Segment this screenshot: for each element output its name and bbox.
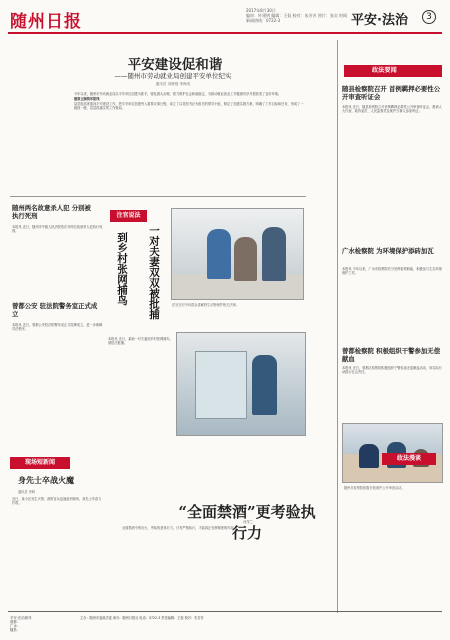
lead-subtitle: ——随州市劳动就业局创建平安单位纪实	[114, 72, 232, 80]
lead-title: 平安建设促和谐	[127, 57, 223, 73]
right-article-headline-1	[342, 85, 443, 101]
left-article-headline-2	[12, 302, 102, 318]
footer-line: 平安·法治周刊	[10, 616, 32, 620]
left-article-body-1: 本报讯 近日，随州市中级人民法院依法对两名故意杀人犯执行死刑。	[12, 225, 103, 233]
story-byline: 通讯员 李明	[18, 490, 35, 494]
story-body: 近日，某小区发生火情，消防官兵迅速赶到现场，身先士卒奋力扑救。	[12, 497, 102, 505]
right-article-headline-2-text: 广水检察院 为环境保护添砖加瓦	[342, 247, 434, 255]
footer-line: 随县：	[10, 628, 21, 632]
right-article-headline-2	[342, 247, 443, 255]
lead-byline: 通讯员 刘维强 李海英	[155, 82, 191, 86]
feature-photo	[171, 208, 304, 300]
feature-photo-2	[176, 332, 306, 436]
left-article-headline-2-text: 曾都公安 驻法院警务室正式成立	[12, 302, 98, 318]
feature-photo-caption: 法官在村中向群众讲解野生动物保护相关法律。	[172, 303, 239, 307]
left-article-headline-1	[12, 204, 92, 220]
lead-body	[74, 92, 306, 195]
footer-left	[10, 616, 76, 632]
right-article-headline-3-text: 曾都检察院 积极组织干警参加无偿献血	[342, 347, 441, 363]
footer-right: 主办：随州市委政法委 承办：随州日报社 电话：0722-3 责任编辑：王侃 校对：朱芳芳	[80, 616, 204, 620]
lead-divider	[10, 196, 306, 197]
meta-line: 新闻热线：0722-3	[246, 18, 281, 23]
section-title: 平安·法治	[351, 13, 408, 28]
meta-line: 编审：叶建明 编辑：王侃 校对：朱芳芳 图片：张贞 时间	[246, 13, 348, 18]
right-column-caption: 随州市检察院积极开展案件公开审查活动。	[344, 486, 405, 490]
meta-line: 2017年8月30日	[246, 8, 276, 13]
feature-body: 本报讯 近日，某地一对夫妻到乡村张网捕鸟，被依法批捕。	[108, 337, 173, 345]
page-number: 3	[422, 10, 436, 24]
footer	[8, 611, 442, 633]
right-article-body-1: 本报讯 近日，随县检察院召开首例羁押必要性公开审查听证会，邀请人大代表、政协委员、人民监督员及案件当事人参加听证。	[342, 105, 442, 113]
opinion-body: 全面禁酒令的出台，考验的是执行力。只有严格执行，才能真正发挥制度的作用。	[122, 526, 237, 530]
feature-title-line-2: 到乡村张网捕鸟	[116, 232, 128, 306]
feature-tag: 注官说法	[110, 210, 147, 222]
right-article-body-3: 本报讯 近日，曾都区检察院积极组织干警参加无偿献血活动，用实际行动践行社会责任。	[342, 366, 442, 374]
left-article-headline-1-text: 随州两名故意杀人犯 分别被执行死刑	[12, 204, 91, 220]
left-article-body-2: 本报讯 近日，曾都公安驻法院警务室正式挂牌成立，进一步保障司法秩序。	[12, 323, 103, 331]
footer-line: 广水：	[10, 624, 21, 628]
masthead	[8, 4, 442, 34]
right-article-body-2: 本报讯 今年以来，广水市检察院充分发挥检察职能，积极参与生态环境保护工作。	[342, 267, 442, 275]
lead-paragraph: 建章立制筑牢防线	[74, 97, 100, 101]
opinion-title: “全面禁酒”更考验执行力	[178, 503, 316, 542]
newspaper-logo: 随州日报	[10, 12, 82, 32]
lead-paragraph: 今年以来，随州市劳动就业局以平安单位创建为抓手，强化源头治理，着力维护社会和谐稳定，为推动就业创业工作健康有序开展营造了良好环境。	[74, 92, 282, 96]
lead-paragraph: 局党组高度重视平安建设工作，把平安单位创建列入重要议事日程，成立了以党组书记为组长的领导小组，制定了创建实施方案，明确了工作目标和任务，形成了一级抓一级、层层抓落实的工作格局。	[74, 102, 304, 110]
right-article-headline-3	[342, 347, 443, 363]
masthead-meta	[246, 8, 366, 23]
right-column-header: 政法要闻	[344, 65, 442, 77]
opinion-byline: 何茂兰	[243, 520, 253, 524]
feature-title-line-1: 一对夫妻双双被批捕	[148, 225, 160, 320]
right-article-headline-1-text: 随县检察院召开 首例羁押必要性公开审查听证会	[342, 85, 441, 101]
story-headline: 身先士卒战火魔	[18, 476, 74, 485]
footer-line: 曾都：	[10, 620, 21, 624]
opinion-header: 政法漫谈	[382, 453, 436, 465]
story-header: 现场短新闻	[10, 457, 70, 469]
